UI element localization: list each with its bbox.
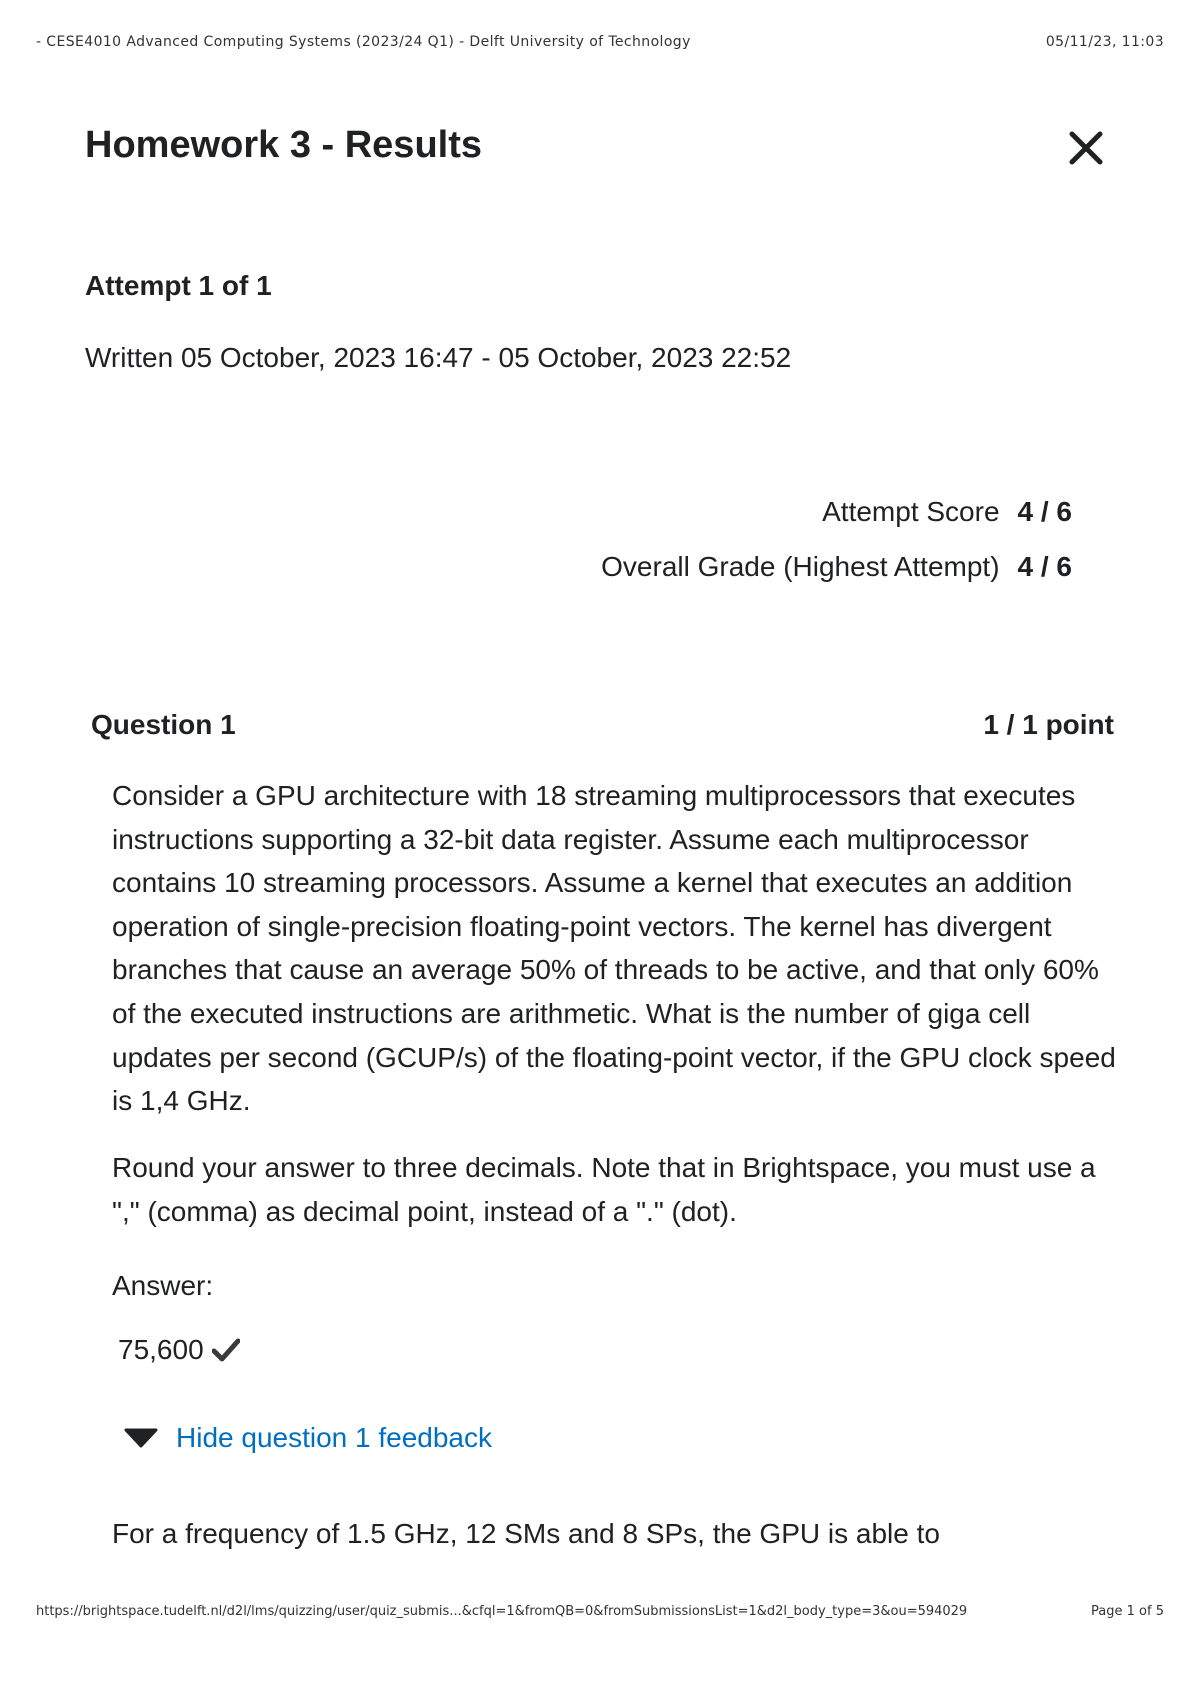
print-footer-url: https://brightspace.tudelft.nl/d2l/lms/quizzing/user/quiz_submis...&cfql=1&fromQB=0&fromSubmissionsList=1&d2l_body_type=3&ou=594029 xyxy=(36,1604,968,1619)
answer-label: Answer: xyxy=(112,1270,214,1301)
hide-feedback-link[interactable]: Hide question 1 feedback xyxy=(176,1422,492,1453)
question-title: Question 1 xyxy=(91,709,236,740)
hide-feedback-toggle[interactable] xyxy=(124,1422,492,1454)
check-icon xyxy=(212,1338,240,1362)
page-title: Homework 3 - Results xyxy=(85,124,482,166)
attempt-heading: Attempt 1 of 1 xyxy=(85,270,272,301)
question-points: 1 / 1 point xyxy=(983,709,1114,740)
attempt-written-date: Written 05 October, 2023 16:47 - 05 October, 2023 22:52 xyxy=(85,342,792,373)
print-footer xyxy=(36,1604,1164,1619)
print-footer-page: Page 1 of 5 xyxy=(1091,1604,1164,1619)
attempt-score-value: 4 / 6 xyxy=(1017,496,1072,527)
overall-grade-label: Overall Grade (Highest Attempt) xyxy=(601,551,1000,582)
overall-grade-row xyxy=(601,551,1072,583)
attempt-score-row xyxy=(822,496,1072,528)
print-header-datetime: 05/11/23, 11:03 xyxy=(1045,34,1164,50)
question-body xyxy=(112,774,1122,1233)
answer-value-row xyxy=(118,1334,240,1366)
answer-value: 75,600 xyxy=(118,1334,204,1365)
question-text: Consider a GPU architecture with 18 streaming multiprocessors that executes instructions supporting a 32-bit data register. Assume each multiprocessor contains 10 streaming processors. Assume a kernel that executes an addition operation of single-precision floating-point vectors. The kernel has divergent branches that cause an average 50% of threads to be active, and that only 60% of the executed instructions are arithmetic. What is the number of giga cell updates per second (GCUP/s) of the floating-point vector, if the GPU clock speed is 1,4 GHz. xyxy=(112,780,1116,1117)
chevron-down-icon xyxy=(124,1427,158,1449)
close-icon[interactable] xyxy=(1066,128,1106,168)
print-header-course: - CESE4010 Advanced Computing Systems (2023/24 Q1) - Delft University of Technology xyxy=(36,34,691,50)
question-note: Round your answer to three decimals. Note that in Brightspace, you must use a "," (comma) as decimal point, instead of a "." (dot). xyxy=(112,1152,1096,1227)
feedback-text: For a frequency of 1.5 GHz, 12 SMs and 8 SPs, the GPU is able to xyxy=(112,1518,940,1549)
attempt-score-label: Attempt Score xyxy=(822,496,1000,527)
print-header xyxy=(36,34,1164,50)
question-header xyxy=(91,709,1114,741)
overall-grade-value: 4 / 6 xyxy=(1017,551,1072,582)
